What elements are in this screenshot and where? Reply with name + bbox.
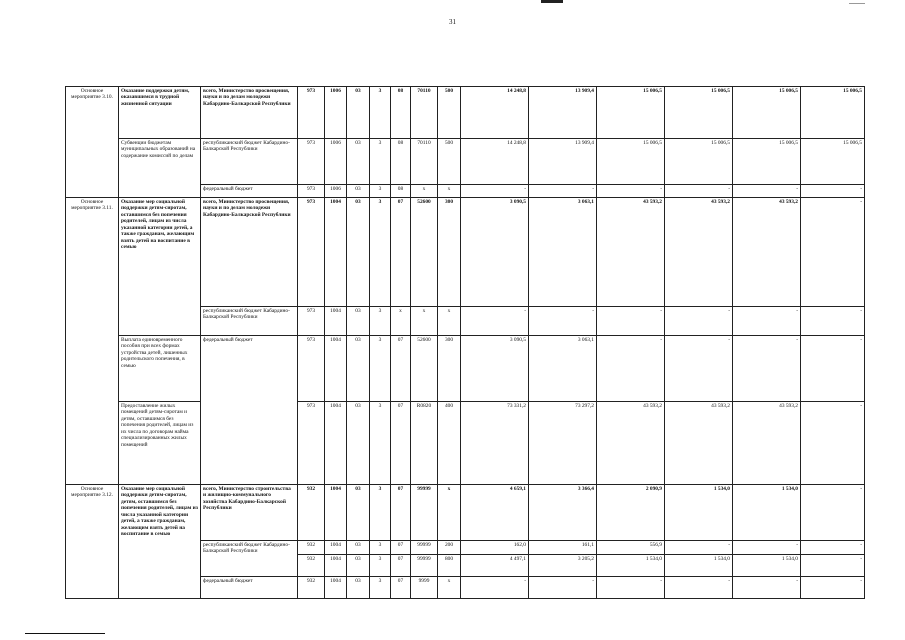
year-5-cell: -: [733, 185, 801, 198]
rz-cell: 1006: [325, 139, 347, 185]
year-2-cell: -: [529, 185, 597, 198]
year-4-cell: -: [665, 577, 733, 599]
year-1-cell: -: [461, 577, 529, 599]
grbs-cell: 973: [298, 139, 325, 185]
year-1-cell: 4 659,1: [461, 485, 529, 541]
program-cell: 3: [370, 336, 391, 402]
year-6-cell: -: [801, 185, 865, 198]
grbs-cell: 973: [298, 336, 325, 402]
activity-name-cell: Предоставление жилых помещений детям-сиротам и детям, оставшимся без попечения родителей, лицам из их числа по договорам найма специализированных жилых помещений: [119, 402, 201, 485]
year-5-cell: 43 593,2: [733, 198, 801, 307]
funding-source-cell: федеральный бюджет: [201, 336, 298, 485]
year-4-cell: 1 534,0: [665, 555, 733, 577]
year-5-cell: 1 534,0: [733, 485, 801, 541]
pr-cell: 03: [347, 307, 370, 336]
csr-cell: R0820: [411, 402, 438, 485]
vr-cell: х: [438, 485, 461, 541]
rz-cell: 1004: [325, 485, 347, 541]
table-row: [66, 87, 865, 139]
vr-cell: 200: [438, 541, 461, 555]
subprogram-cell: х: [391, 307, 411, 336]
year-4-cell: 15 006,5: [665, 139, 733, 185]
main-activity-cell: Основное мероприятие 3.10.: [66, 87, 119, 198]
year-3-cell: 15 006,5: [597, 139, 665, 185]
year-1-cell: 3 090,5: [461, 336, 529, 402]
pr-cell: 03: [347, 87, 370, 139]
grbs-cell: 973: [298, 198, 325, 307]
year-3-cell: 2 090,9: [597, 485, 665, 541]
activity-name-cell: Оказание мер социальной поддержки детям-сиротам, оставшимся без попечения родителей, лицам из числа указанной категории детей, а также гражданам, желающим взять детей на воспитание в семью: [119, 198, 201, 336]
vr-cell: 400: [438, 402, 461, 485]
activity-name-cell: Выплата единовременного пособия при всех формах устройства детей, лишенных родительского попечения, в семью: [119, 336, 201, 402]
year-1-cell: -: [461, 307, 529, 336]
grbs-cell: 932: [298, 541, 325, 555]
year-1-cell: 14 248,8: [461, 87, 529, 139]
program-cell: 3: [370, 555, 391, 577]
pr-cell: 03: [347, 555, 370, 577]
subprogram-cell: 07: [391, 336, 411, 402]
grbs-cell: 973: [298, 185, 325, 198]
funding-source-cell: всего, Министерство просвещения, науки и по делам молодежи Кабардино-Балкарской Республики: [201, 87, 298, 139]
funding-source-cell: федеральный бюджет: [201, 577, 298, 599]
pr-cell: 03: [347, 139, 370, 185]
funding-source-cell: всего, Министерство строительства и жилищно-коммунального хозяйства Кабардино-Балкарской Республики: [201, 485, 298, 541]
year-2-cell: 3 366,4: [529, 485, 597, 541]
csr-cell: 99999: [411, 485, 438, 541]
program-cell: 3: [370, 541, 391, 555]
csr-cell: х: [411, 185, 438, 198]
year-2-cell: 3 063,1: [529, 198, 597, 307]
table-row: [66, 336, 865, 402]
csr-cell: 52600: [411, 336, 438, 402]
pr-cell: 03: [347, 577, 370, 599]
grbs-cell: 973: [298, 87, 325, 139]
rz-cell: 1006: [325, 185, 347, 198]
year-5-cell: 15 006,5: [733, 139, 801, 185]
vr-cell: 300: [438, 336, 461, 402]
year-2-cell: 13 909,4: [529, 87, 597, 139]
funding-source-cell: республиканский бюджет Кабардино-Балкарской Республики: [201, 307, 298, 336]
subprogram-cell: 07: [391, 402, 411, 485]
program-cell: 3: [370, 485, 391, 541]
year-4-cell: -: [665, 336, 733, 402]
year-6-cell: -: [801, 541, 865, 555]
pr-cell: 03: [347, 402, 370, 485]
year-3-cell: -: [597, 307, 665, 336]
year-5-cell: 43 593,2: [733, 402, 801, 485]
year-3-cell: 43 593,2: [597, 198, 665, 307]
year-4-cell: -: [665, 541, 733, 555]
year-1-cell: 3 090,5: [461, 198, 529, 307]
activity-name-cell: Оказание мер социальной поддержки детям-сиротам, детям, оставшимся без попечения родителей, лицам из числа указанной категории детей, а также гражданам, желающим взять детей на воспитание в семью: [119, 485, 201, 599]
rz-cell: 1004: [325, 555, 347, 577]
budget-table: [65, 86, 865, 599]
vr-cell: х: [438, 185, 461, 198]
grbs-cell: 973: [298, 402, 325, 485]
vr-cell: х: [438, 307, 461, 336]
subprogram-cell: 07: [391, 577, 411, 599]
grbs-cell: 932: [298, 577, 325, 599]
year-6-cell: 15 006,5: [801, 87, 865, 139]
page-number: 31: [449, 18, 456, 26]
csr-cell: 99999: [411, 541, 438, 555]
year-1-cell: 4 497,1: [461, 555, 529, 577]
funding-source-cell: республиканский бюджет Кабардино-Балкарской Республики: [201, 541, 298, 577]
subprogram-cell: 07: [391, 555, 411, 577]
year-1-cell: 14 248,8: [461, 139, 529, 185]
table-row: [66, 198, 865, 307]
rz-cell: 1004: [325, 198, 347, 307]
year-2-cell: 161,1: [529, 541, 597, 555]
rz-cell: 1004: [325, 336, 347, 402]
pr-cell: 03: [347, 541, 370, 555]
csr-cell: 52600: [411, 198, 438, 307]
funding-source-cell: федеральный бюджет: [201, 185, 298, 198]
main-activity-cell: Основное мероприятие 3.12.: [66, 485, 119, 599]
table-row: [66, 402, 865, 485]
year-1-cell: 73 331,2: [461, 402, 529, 485]
year-6-cell: -: [801, 485, 865, 541]
activity-name-cell: Субвенции бюджетам муниципальных образований на содержание комиссий по делам: [119, 139, 201, 198]
year-5-cell: -: [733, 541, 801, 555]
activity-name-cell: Оказание поддержки детям, оказавшимся в трудной жизненной ситуации: [119, 87, 201, 139]
vr-cell: х: [438, 577, 461, 599]
subprogram-cell: 08: [391, 139, 411, 185]
vr-cell: 500: [438, 87, 461, 139]
subprogram-cell: 08: [391, 87, 411, 139]
year-2-cell: 13 909,4: [529, 139, 597, 185]
program-cell: 3: [370, 139, 391, 185]
subprogram-cell: 07: [391, 198, 411, 307]
grbs-cell: 973: [298, 307, 325, 336]
footnote-divider: [25, 633, 105, 634]
pr-cell: 03: [347, 198, 370, 307]
year-5-cell: -: [733, 307, 801, 336]
rz-cell: 1004: [325, 577, 347, 599]
pr-cell: 03: [347, 336, 370, 402]
csr-cell: 9999: [411, 577, 438, 599]
year-1-cell: -: [461, 185, 529, 198]
year-3-cell: -: [597, 336, 665, 402]
program-cell: 3: [370, 577, 391, 599]
program-cell: 3: [370, 87, 391, 139]
top-scan-mark: [541, 0, 563, 3]
year-2-cell: 73 297,2: [529, 402, 597, 485]
year-4-cell: -: [665, 307, 733, 336]
grbs-cell: 932: [298, 485, 325, 541]
csr-cell: 70110: [411, 87, 438, 139]
year-6-cell: -: [801, 402, 865, 485]
rz-cell: 1004: [325, 541, 347, 555]
funding-source-cell: всего, Министерство просвещения, науки и по делам молодежи Кабардино-Балкарской Республики: [201, 198, 298, 307]
year-5-cell: 15 006,5: [733, 87, 801, 139]
table-row: [66, 139, 865, 185]
csr-cell: 99999: [411, 555, 438, 577]
subprogram-cell: 07: [391, 485, 411, 541]
table-row: [66, 485, 865, 541]
year-3-cell: -: [597, 185, 665, 198]
year-4-cell: 43 593,2: [665, 402, 733, 485]
corner-scan-mark: [849, 3, 865, 4]
year-6-cell: -: [801, 577, 865, 599]
year-6-cell: -: [801, 198, 865, 307]
vr-cell: 500: [438, 139, 461, 185]
year-2-cell: 3 205,2: [529, 555, 597, 577]
year-3-cell: -: [597, 577, 665, 599]
program-cell: 3: [370, 185, 391, 198]
subprogram-cell: 08: [391, 185, 411, 198]
pr-cell: 03: [347, 185, 370, 198]
year-3-cell: 1 534,0: [597, 555, 665, 577]
year-3-cell: 15 006,5: [597, 87, 665, 139]
year-3-cell: 556,9: [597, 541, 665, 555]
rz-cell: 1004: [325, 307, 347, 336]
main-activity-cell: Основное мероприятие 3.11.: [66, 198, 119, 485]
year-2-cell: -: [529, 577, 597, 599]
program-cell: 3: [370, 402, 391, 485]
year-2-cell: -: [529, 307, 597, 336]
program-cell: 3: [370, 198, 391, 307]
year-5-cell: -: [733, 336, 801, 402]
subprogram-cell: 07: [391, 541, 411, 555]
year-4-cell: 43 593,2: [665, 198, 733, 307]
year-4-cell: 1 534,0: [665, 485, 733, 541]
year-4-cell: 15 006,5: [665, 87, 733, 139]
funding-source-cell: республиканский бюджет Кабардино-Балкарской Республики: [201, 139, 298, 185]
year-5-cell: -: [733, 577, 801, 599]
year-5-cell: 1 534,0: [733, 555, 801, 577]
year-6-cell: 15 006,5: [801, 139, 865, 185]
vr-cell: 800: [438, 555, 461, 577]
vr-cell: 300: [438, 198, 461, 307]
csr-cell: х: [411, 307, 438, 336]
pr-cell: 03: [347, 485, 370, 541]
rz-cell: 1004: [325, 402, 347, 485]
year-6-cell: -: [801, 555, 865, 577]
year-6-cell: -: [801, 307, 865, 336]
year-1-cell: 162,0: [461, 541, 529, 555]
rz-cell: 1006: [325, 87, 347, 139]
program-cell: 3: [370, 307, 391, 336]
year-2-cell: 3 063,1: [529, 336, 597, 402]
year-4-cell: -: [665, 185, 733, 198]
csr-cell: 70110: [411, 139, 438, 185]
grbs-cell: 932: [298, 555, 325, 577]
year-6-cell: -: [801, 336, 865, 402]
year-3-cell: 43 593,2: [597, 402, 665, 485]
